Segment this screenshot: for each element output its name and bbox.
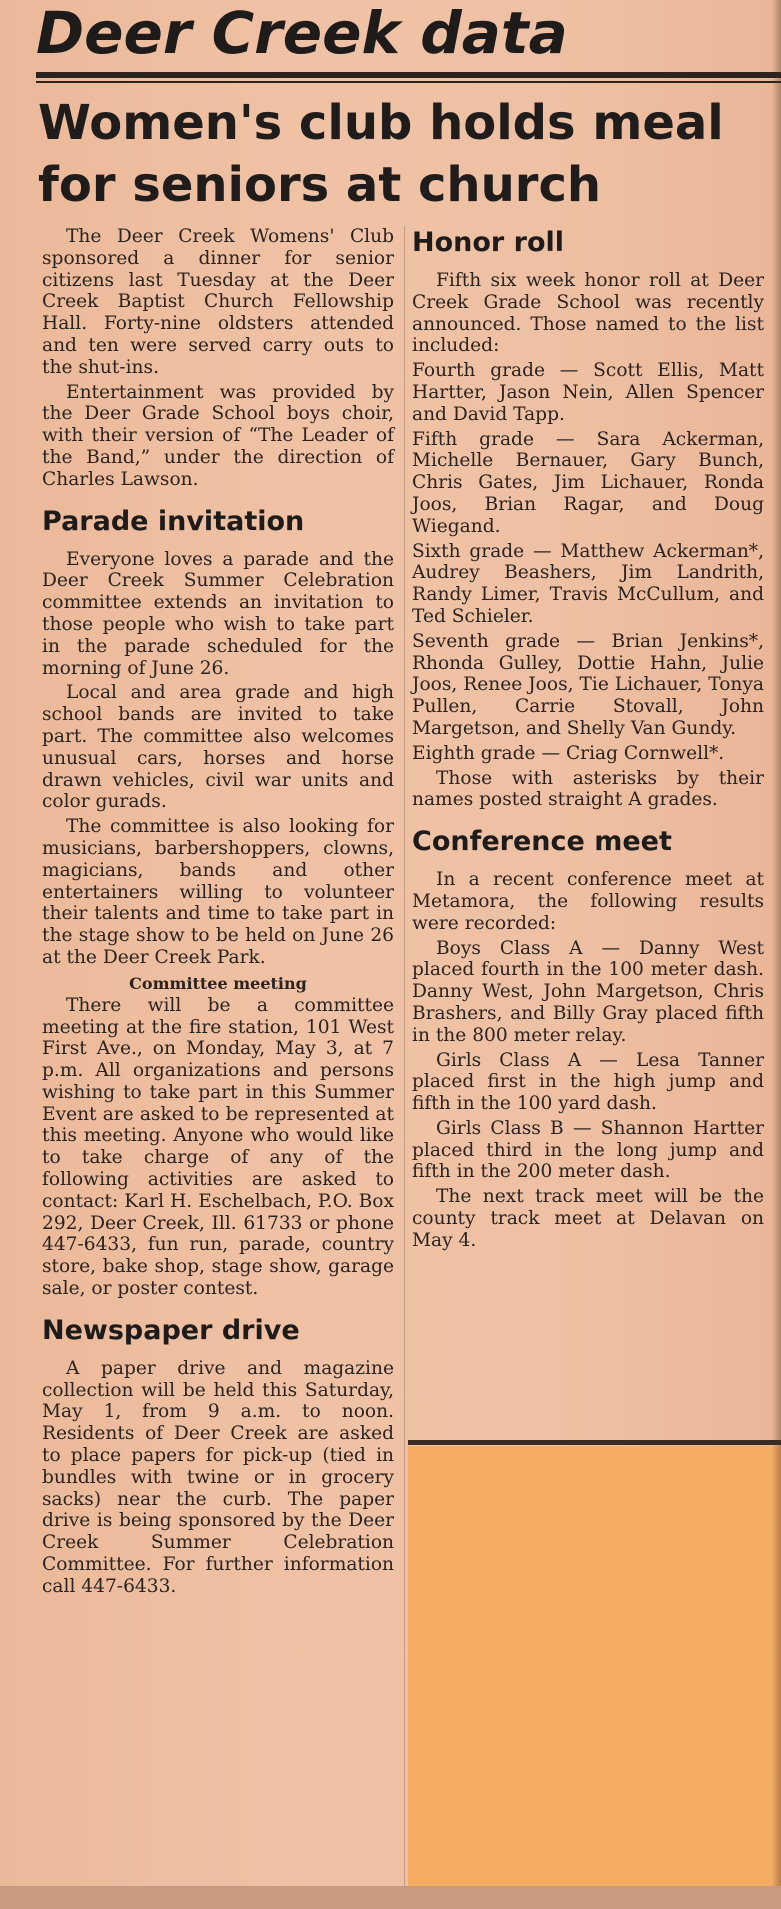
clipping-cut-edge — [408, 1440, 781, 1445]
paragraph: Fourth grade — Scott Ellis, Matt Hartter, Jason Nein, Allen Spencer and David Tapp. — [412, 360, 764, 425]
paragraph: Local and area grade and high school bands are invited to take part. The committee also welcomes unusual cars, horses and horse drawn vehicles, civil war units and color gurads. — [42, 682, 394, 813]
paragraph: Seventh grade — Brian Jenkins*, Rhonda Gulley, Dottie Hahn, Julie Joos, Renee Joos, Tie Lichauer, Tonya Pullen, Carrie Stovall, John Margetson, and Shelly Van Gundy. — [412, 630, 764, 739]
paragraph: Fifth six week honor roll at Deer Creek Grade School was recently announced. Those named to the list included: — [412, 270, 764, 357]
section-title: Honor roll — [412, 227, 565, 258]
masthead-rule-thin — [36, 81, 781, 83]
paragraph: A paper drive and magazine collection will be held this Saturday, May 1, from 9 a.m. to noon. Residents of Deer Creek are asked to place papers for pick-up (tied in bundles with twine or in grocery sacks) near the curb. The paper drive is being sponsored by the Deer Creek Summer Celebration Committee. For further information call 447-6433. — [42, 1357, 394, 1597]
section-title: Conference meet — [412, 826, 672, 858]
subhead: Committee meeting — [129, 973, 307, 993]
scan-bottom-edge — [0, 1886, 781, 1909]
left-column — [42, 226, 394, 1601]
paragraph: Entertainment was provided by the Deer Grade School boys choir, with their version of “The Leader of the Band,” under the direction of Charles Lawson. — [42, 381, 394, 490]
paragraph: There will be a committee meeting at the fire station, 101 West First Ave., on Monday, May 3, at 7 p.m. All organizations and persons wishing to take part in this Summer Event are asked to be represented at this meeting. Anyone who would like to take charge of any of the following activities are asked to contact: Karl H. Eschelbach, P.O. Box 292, Deer Creek, Ill. 61733 or phone 447-6433, fun run, parade, country store, bake shop, stage show, garage sale, or poster contest. — [42, 994, 394, 1300]
paragraph: Fifth grade — Sara Ackerman, Michelle Bernauer, Gary Bunch, Chris Gates, Jim Lichauer, Ronda Joos, Brian Ragar, and Doug Wiegand. — [412, 428, 764, 537]
headline: Women's club holds meal for seniors at church — [38, 95, 724, 213]
paragraph: Girls Class B — Shannon Hartter placed third in the long jump and fifth in the 200 meter dash. — [412, 1117, 764, 1183]
paragraph: Sixth grade — Matthew Ackerman*, Audrey Beashers, Jim Landrith, Randy Limer, Travis McCullum, and Ted Schieler. — [412, 540, 764, 627]
column-divider — [404, 226, 405, 1886]
paragraph: Everyone loves a parade and the Deer Creek Summer Celebration committee extends an invitation to those people who wish to take part in the parade scheduled for the morning of June 26. — [42, 548, 394, 679]
paragraph: Eighth grade — Criag Cornwell*. — [412, 742, 725, 764]
paragraph: Those with asterisks by their names posted straight A grades. — [412, 767, 764, 811]
paragraph: The next track meet will be the county track meet at Delavan on May 4. — [412, 1186, 764, 1251]
paragraph: The committee is also looking for musicians, barbershoppers, clowns, magicians, bands and other entertainers willing to volunteer their talents and time to take part in the stage show to be held on June 26 at the Deer Creek Park. — [42, 816, 394, 968]
paragraph: The Deer Creek Womens' Club sponsored a dinner for senior citizens last Tuesday at the Deer Creek Baptist Church Fellowship Hall. Forty-nine oldsters attended and ten were served carry outs to the shut-ins. — [42, 226, 394, 378]
paragraph: Girls Class A — Lesa Tanner placed first in the high jump and fifth in the 100 yard dash. — [412, 1049, 764, 1115]
masthead: Deer Creek data — [36, 0, 568, 67]
sticky-note — [408, 1446, 781, 1894]
masthead-rule — [36, 72, 781, 78]
section-title: Parade invitation — [42, 505, 305, 537]
section-title: Newspaper drive — [42, 1314, 300, 1346]
paragraph: In a recent conference meet at Metamora, the following results were recorded: — [412, 869, 764, 934]
paragraph: Boys Class A — Danny West placed fourth in the 100 meter dash. Danny West, John Margetson, Chris Brashers, and Billy Gray placed fifth in the 800 meter relay. — [412, 937, 764, 1046]
right-column — [412, 226, 764, 1255]
page-edge-shadow — [772, 0, 781, 1909]
